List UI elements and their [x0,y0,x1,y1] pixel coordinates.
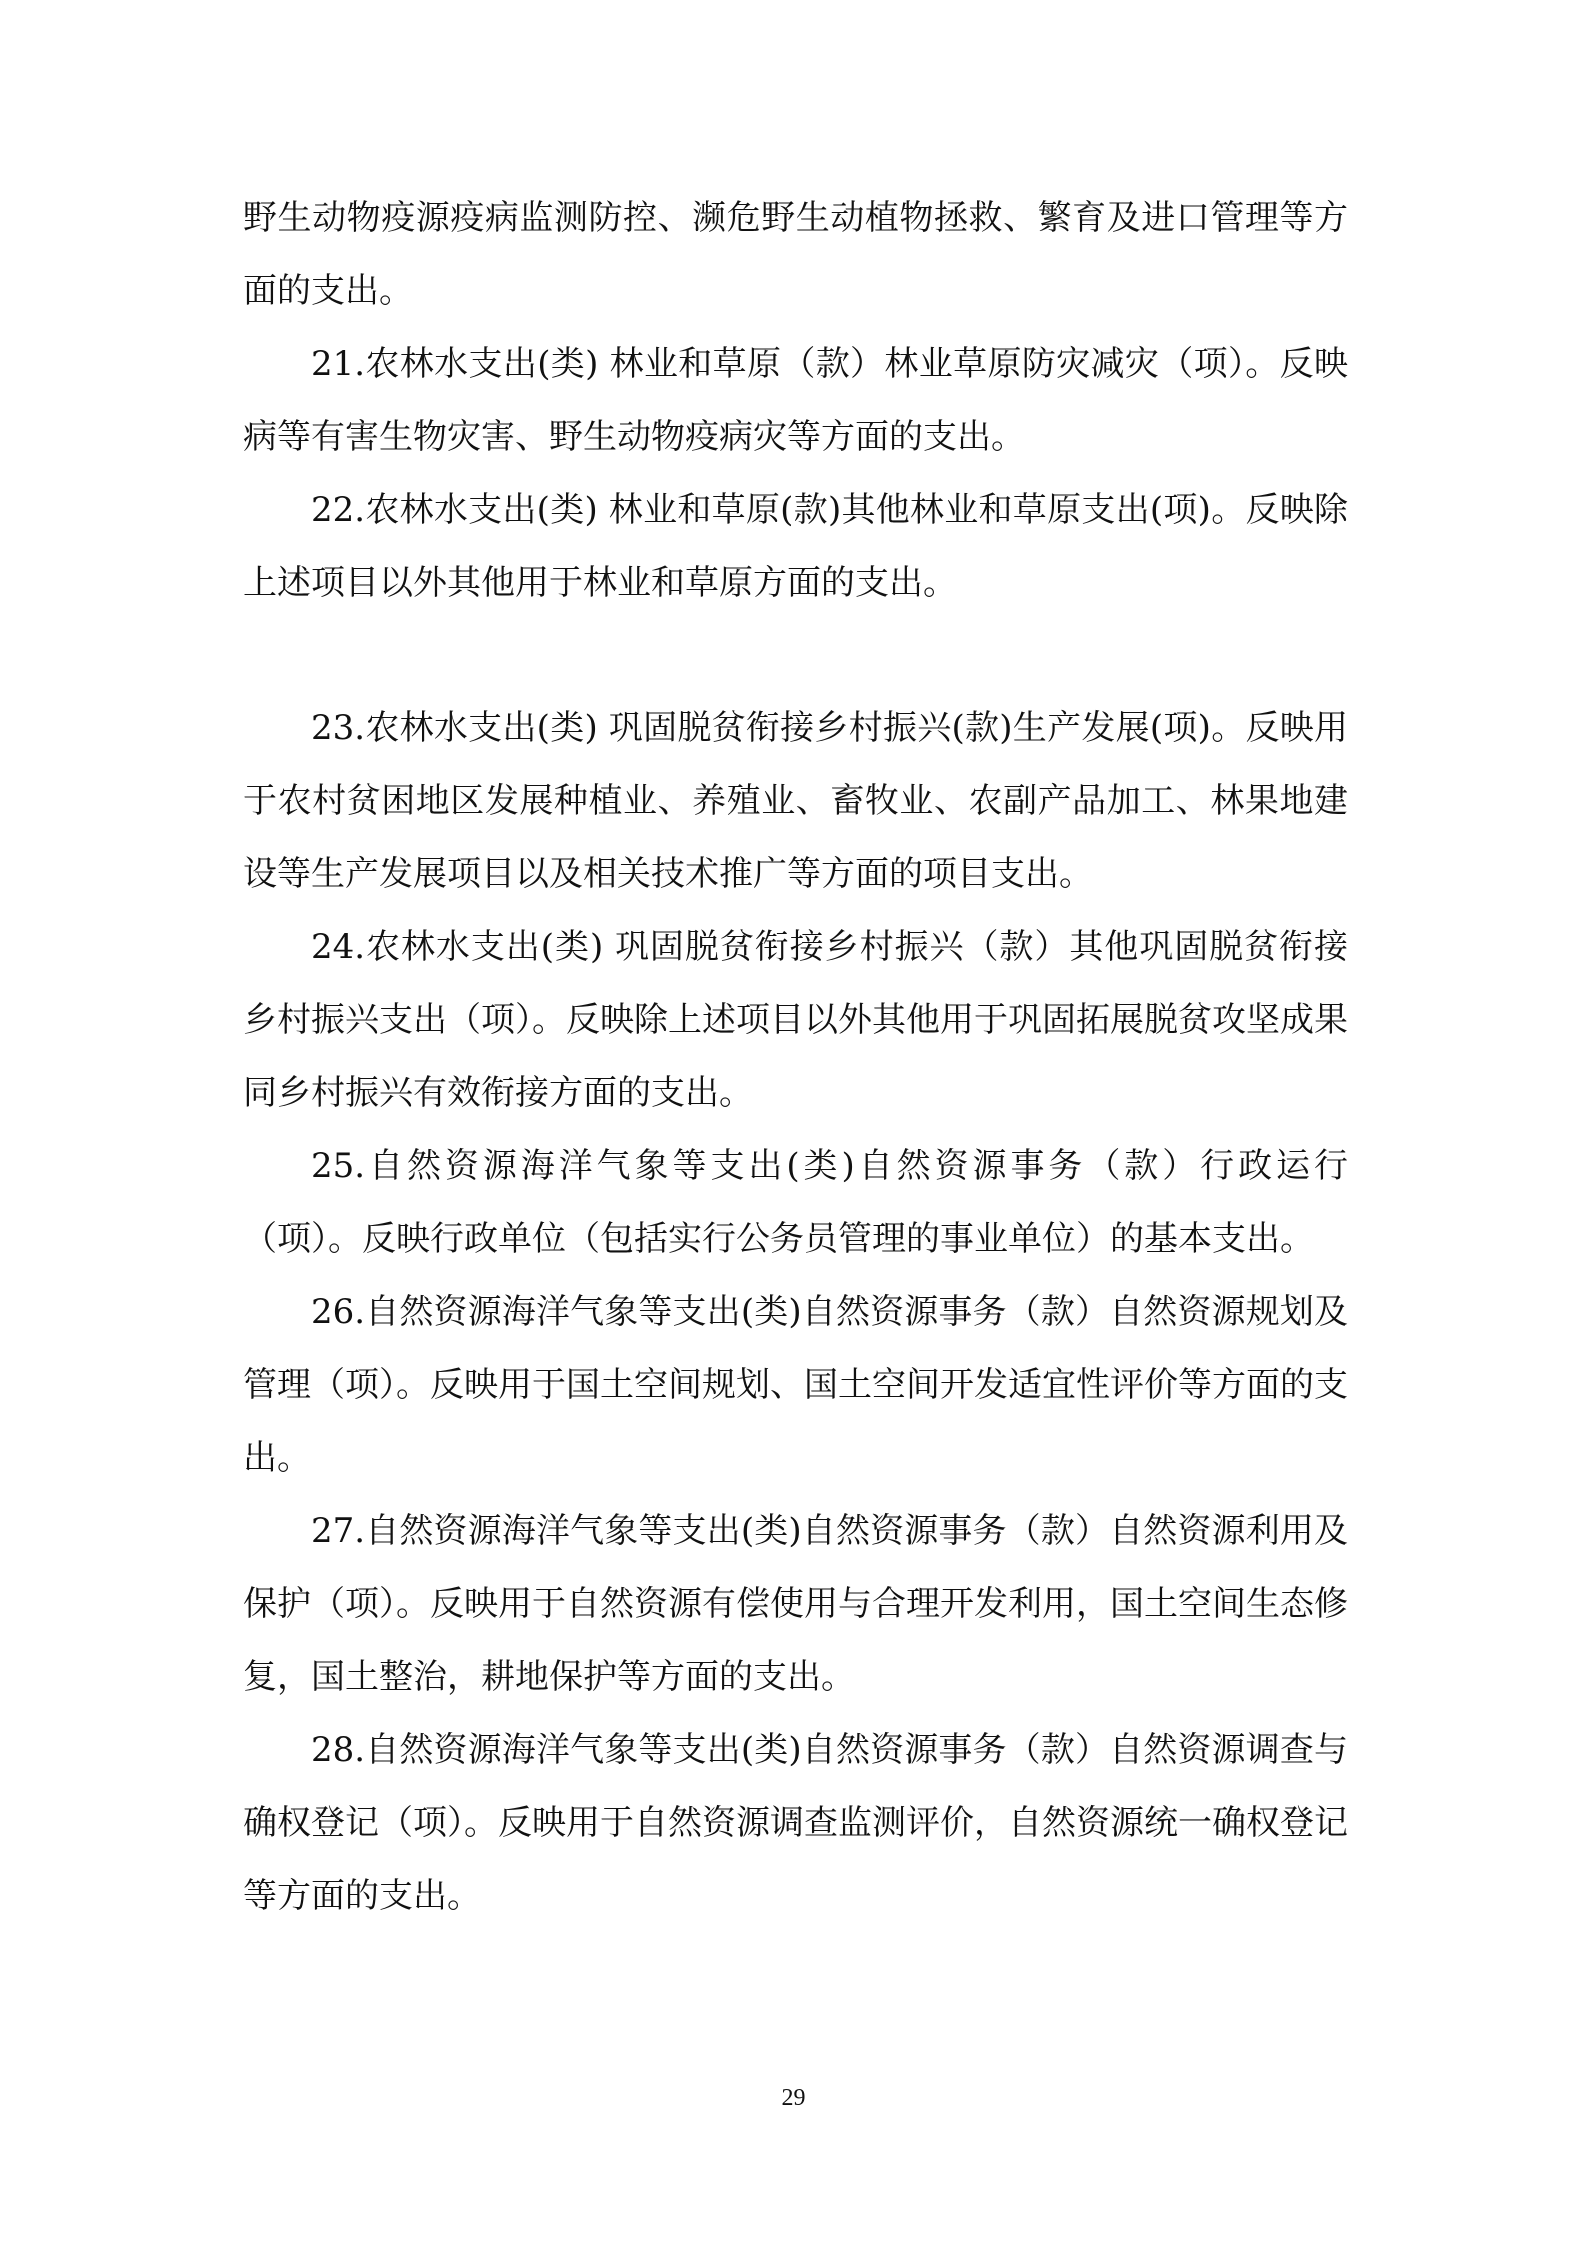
paragraph-item-24: 24.农林水支出(类) 巩固脱贫衔接乡村振兴（款）其他巩固脱贫衔接乡村振兴支出（项）。反映除上述项目以外其他用于巩固拓展脱贫攻坚成果同乡村振兴有效衔接方面的支出。 [243,927,1348,1113]
paragraph-continuation: 野生动物疫源疫病监测防控、濒危野生动植物拯救、繁育及进口管理等方面的支出。 [243,198,1348,311]
paragraph-item-28: 28.自然资源海洋气象等支出(类)自然资源事务（款）自然资源调查与确权登记（项）。反映用于自然资源调查监测评价，自然资源统一确权登记等方面的支出。 [243,1730,1348,1916]
paragraph-item-21: 21.农林水支出(类) 林业和草原（款）林业草原防灾减灾（项）。反映病等有害生物灾害、野生动物疫病灾等方面的支出。 [243,344,1348,457]
text-block-top [243,182,1348,620]
paragraph-item-25: 25.自然资源海洋气象等支出(类)自然资源事务（款）行政运行（项）。反映行政单位（包括实行公务员管理的事业单位）的基本支出。 [243,1146,1348,1259]
paragraph-item-22: 22.农林水支出(类) 林业和草原(款)其他林业和草原支出(项)。反映除上述项目以外其他用于林业和草原方面的支出。 [243,490,1348,603]
paragraph-item-26: 26.自然资源海洋气象等支出(类)自然资源事务（款）自然资源规划及管理（项）。反映用于国土空间规划、国土空间开发适宜性评价等方面的支出。 [243,1292,1348,1478]
page-number: 29 [781,2085,806,2111]
paragraph-item-27: 27.自然资源海洋气象等支出(类)自然资源事务（款）自然资源利用及保护（项）。反映用于自然资源有偿使用与合理开发利用，国土空间生态修复，国土整治，耕地保护等方面的支出。 [243,1511,1348,1697]
paragraph-item-23: 23.农林水支出(类) 巩固脱贫衔接乡村振兴(款)生产发展(项)。反映用于农村贫困地区发展种植业、养殖业、畜牧业、农副产品加工、林果地建设等生产发展项目以及相关技术推广等方面的项目支出。 [243,708,1348,894]
text-block-bottom [243,692,1348,1933]
